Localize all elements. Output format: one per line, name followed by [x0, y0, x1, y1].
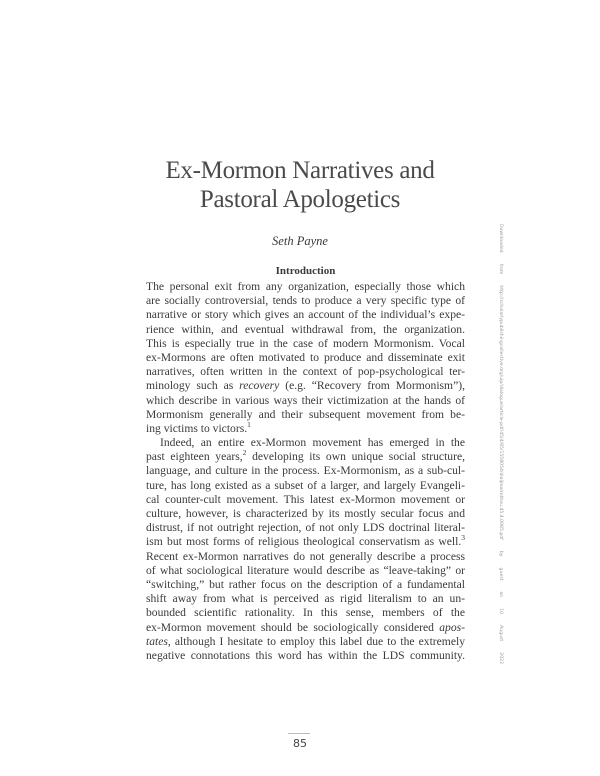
text-run[interactable]: which describe in various ways their victimization at the hands of: [146, 393, 465, 407]
text-run[interactable]: ism but most forms of religious theological conservatism as well.: [146, 535, 462, 549]
text-run[interactable]: distrust, if not outright rejection, of not only LDS doctrinal literal-: [146, 521, 465, 535]
text-run[interactable]: negative connotations this word has within the LDS community.: [146, 648, 465, 662]
italic-text: recovery: [239, 379, 280, 393]
text-line: [146, 436, 465, 450]
footnote-ref[interactable]: 2: [242, 448, 247, 458]
text-line: [146, 606, 465, 620]
text-run[interactable]: narratives, often written in the context of pop-psychological ter-: [146, 365, 465, 379]
text-line: [146, 408, 465, 422]
text-run[interactable]: (e.g. “Recovery from Mormonism”),: [279, 379, 465, 393]
text-run[interactable]: ture, has long existed as a subset of a larger, and largely Evangeli-: [146, 478, 465, 492]
text-run[interactable]: language, and culture in the process. Ex-Mormonism, as a sub-cul-: [146, 464, 465, 478]
text-line: [146, 621, 465, 635]
text-run[interactable]: culture, however, is characterized by its mostly secular focus and: [146, 507, 465, 520]
text-line: [146, 507, 465, 521]
text-run[interactable]: minology such as: [146, 379, 240, 393]
text-run[interactable]: bounded scientific rationality. In this sense, members of the: [146, 606, 465, 620]
text-line: [146, 493, 465, 507]
page-number: 85: [293, 737, 307, 750]
text-line: [146, 294, 465, 308]
text-line: [146, 280, 465, 294]
article-title-line-2: Pastoral Apologetics: [199, 186, 401, 213]
text-line: [146, 521, 465, 535]
text-run[interactable]: “switching,” but rather focus on the description of a fundamental: [146, 577, 465, 591]
text-line: [146, 323, 465, 337]
text-line: [146, 351, 465, 365]
text-run[interactable]: cal counter-cult movement. This latest ex-Mormon movement or: [146, 492, 465, 506]
text-run[interactable]: Indeed, an entire ex-Mormon movement has emerged in the: [160, 436, 465, 450]
text-line: [146, 649, 465, 663]
text-run[interactable]: shift away from what is perceived as rigid literalism to an un-: [146, 592, 465, 606]
text-line: [146, 635, 465, 649]
text-run[interactable]: This is especially true in the case of modern Mormonism. Vocal: [146, 336, 465, 350]
download-notice: [496, 224, 502, 664]
text-run[interactable]: narrative or story which gives an account of the individual’s expe-: [146, 308, 465, 322]
text-run[interactable]: Recent ex-Mormon narratives do not generally describe a process: [146, 549, 465, 563]
italic-text: apos-: [439, 620, 465, 634]
text-line: [146, 550, 465, 564]
section-heading: Introduction: [275, 265, 336, 277]
text-line: [146, 394, 465, 408]
author-name: Seth Payne: [272, 234, 328, 248]
text-run[interactable]: The personal exit from any organization, especially those which: [146, 280, 465, 293]
text-run[interactable]: of what sociological literature would describe as “leave-taking” or: [146, 563, 465, 577]
footnote-ref[interactable]: 3: [461, 533, 465, 543]
text-run[interactable]: past eighteen years,: [146, 450, 243, 464]
text-line: [146, 308, 465, 322]
text-line: [146, 535, 465, 549]
page-number-rule: [288, 733, 310, 734]
download-notice-text: Downloaded from http://scholarlypublishingcollective.org/uip/dialogue/article-pdf/45/4/85/1558054/dialjmormthou.45.4.0085.pdf by guest on 10 August 2022: [498, 224, 503, 664]
text-run[interactable]: developing its own unique social structure,: [246, 450, 465, 464]
text-line: [146, 337, 465, 351]
text-run[interactable]: are socially controversial, tends to produce a very specific type of: [146, 294, 465, 308]
text-line: [146, 564, 465, 578]
text-line: [146, 592, 465, 606]
text-line: [146, 379, 465, 393]
text-run[interactable]: rience within, and eventual withdrawal from, the organization.: [146, 322, 465, 336]
text-run[interactable]: ex-Mormon movement should be sociologically considered: [146, 620, 440, 634]
text-line: [146, 464, 465, 478]
text-line: [146, 365, 465, 379]
text-run[interactable]: ing victims to victors.: [146, 421, 248, 435]
text-run[interactable]: , although I hesitate to employ this label due to the extremely: [167, 634, 465, 648]
text-run[interactable]: Mormonism generally and their subsequent movement from be-: [146, 407, 465, 421]
text-line: [146, 479, 465, 493]
footnote-ref[interactable]: 1: [247, 419, 251, 429]
text-line: [146, 419, 465, 436]
italic-text: tates: [146, 634, 168, 648]
body-text: [146, 280, 465, 663]
text-line: [146, 450, 465, 464]
article-title-line-1: Ex-Mormon Narratives and: [165, 157, 435, 184]
text-run[interactable]: ex-Mormons are often motivated to produce and disseminate exit: [146, 350, 465, 364]
text-line: [146, 578, 465, 592]
